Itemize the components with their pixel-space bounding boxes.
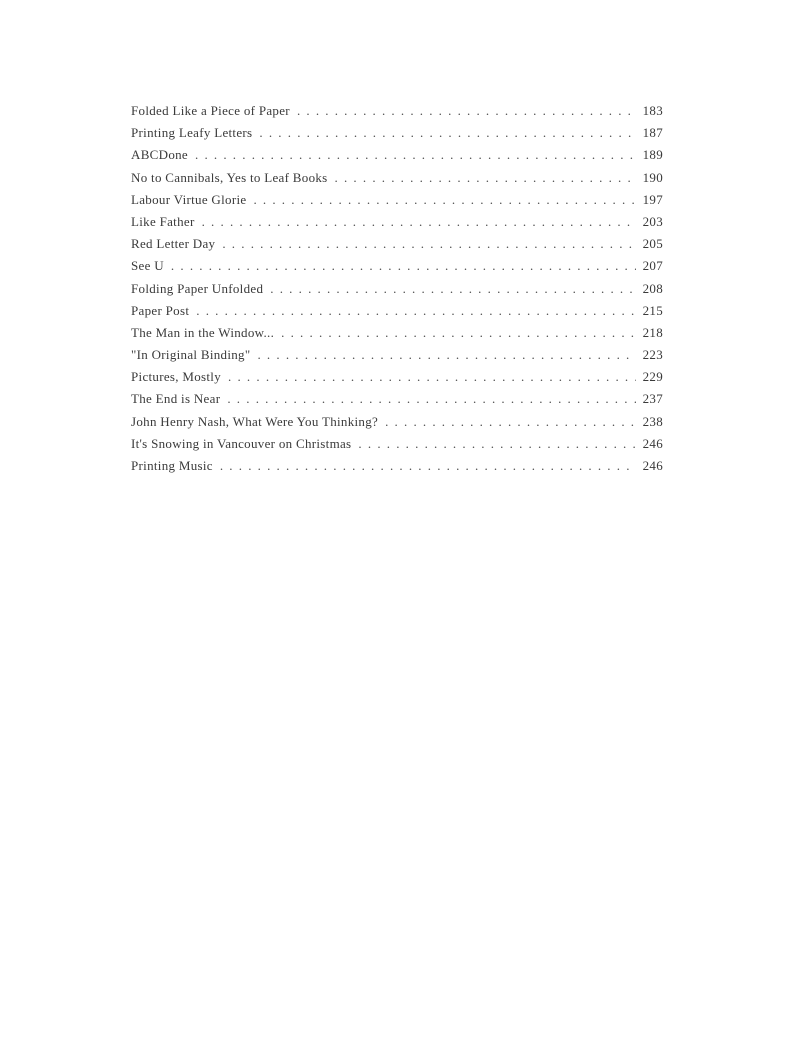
toc-entry-title: Printing Leafy Letters [131, 125, 253, 141]
toc-entry-page: 237 [642, 391, 663, 407]
dot-leader [171, 255, 636, 277]
toc-entry [131, 366, 663, 388]
dot-leader [220, 455, 636, 477]
toc-entry-title: Paper Post [131, 302, 190, 318]
toc-entry [131, 278, 663, 300]
toc-entry-title: No to Cannibals, Yes to Leaf Books [131, 169, 328, 185]
toc-entry-title: It's Snowing in Vancouver on Christmas [131, 435, 352, 451]
dot-leader [281, 322, 636, 344]
toc-entry-page: 208 [642, 280, 663, 296]
toc-entry [131, 167, 663, 189]
toc-entry [131, 411, 663, 433]
toc-entry-title: "In Original Binding" [131, 347, 251, 363]
toc-entry [131, 211, 663, 233]
toc-entry-page: 238 [642, 413, 663, 429]
toc-entry-title: Folding Paper Unfolded [131, 280, 264, 296]
toc-entry-page: 246 [642, 458, 663, 473]
dot-leader [257, 344, 636, 366]
toc-entry-page: 203 [642, 213, 663, 229]
toc-entry-title: The Man in the Window... [131, 324, 275, 340]
toc-entry-title: The End is Near [131, 391, 221, 407]
toc-entry [131, 100, 663, 122]
dot-leader [196, 300, 636, 322]
dot-leader [259, 122, 636, 144]
toc-entry [131, 144, 663, 166]
toc-entry-page: 223 [642, 347, 663, 363]
toc-entry [131, 300, 663, 322]
toc-entry-title: Labour Virtue Glorie [131, 191, 247, 207]
toc-entry-title: Red Letter Day [131, 236, 216, 252]
toc-entry-page: 229 [642, 369, 663, 385]
toc-entry-page: 246 [642, 435, 663, 451]
toc-entry [131, 255, 663, 277]
dot-leader [270, 278, 636, 300]
toc-entry-title: ABCDone [131, 147, 188, 163]
toc-entry [131, 189, 663, 211]
toc-entry-page: 187 [642, 125, 663, 141]
toc-entry-page: 197 [642, 191, 663, 207]
toc-entry [131, 388, 663, 410]
dot-leader [297, 100, 636, 122]
toc-entry [131, 233, 663, 255]
table-of-contents [131, 100, 663, 477]
dot-leader [195, 144, 636, 166]
dot-leader [227, 388, 636, 410]
dot-leader [228, 366, 636, 388]
dot-leader [222, 233, 636, 255]
toc-entry [131, 344, 663, 366]
dot-leader [385, 411, 636, 433]
dot-leader [335, 167, 636, 189]
toc-entry [131, 322, 663, 344]
toc-entry-title: Pictures, Mostly [131, 369, 222, 385]
toc-entry-title: John Henry Nash, What Were You Thinking? [131, 413, 379, 429]
toc-entry [131, 455, 663, 477]
toc-entry-page: 218 [642, 324, 663, 340]
toc-entry-page: 183 [642, 103, 663, 118]
toc-entry [131, 433, 663, 455]
toc-entry-page: 207 [642, 258, 663, 274]
toc-entry-title: See U [131, 258, 164, 274]
dot-leader [358, 433, 636, 455]
toc-entry-page: 215 [642, 302, 663, 318]
toc-entry [131, 122, 663, 144]
toc-entry-page: 189 [642, 147, 663, 163]
dot-leader [202, 211, 636, 233]
toc-entry-title: Like Father [131, 213, 195, 229]
toc-entry-page: 190 [642, 169, 663, 185]
toc-entry-title: Printing Music [131, 458, 213, 473]
dot-leader [253, 189, 636, 211]
toc-entry-title: Folded Like a Piece of Paper [131, 103, 290, 118]
toc-entry-page: 205 [642, 236, 663, 252]
